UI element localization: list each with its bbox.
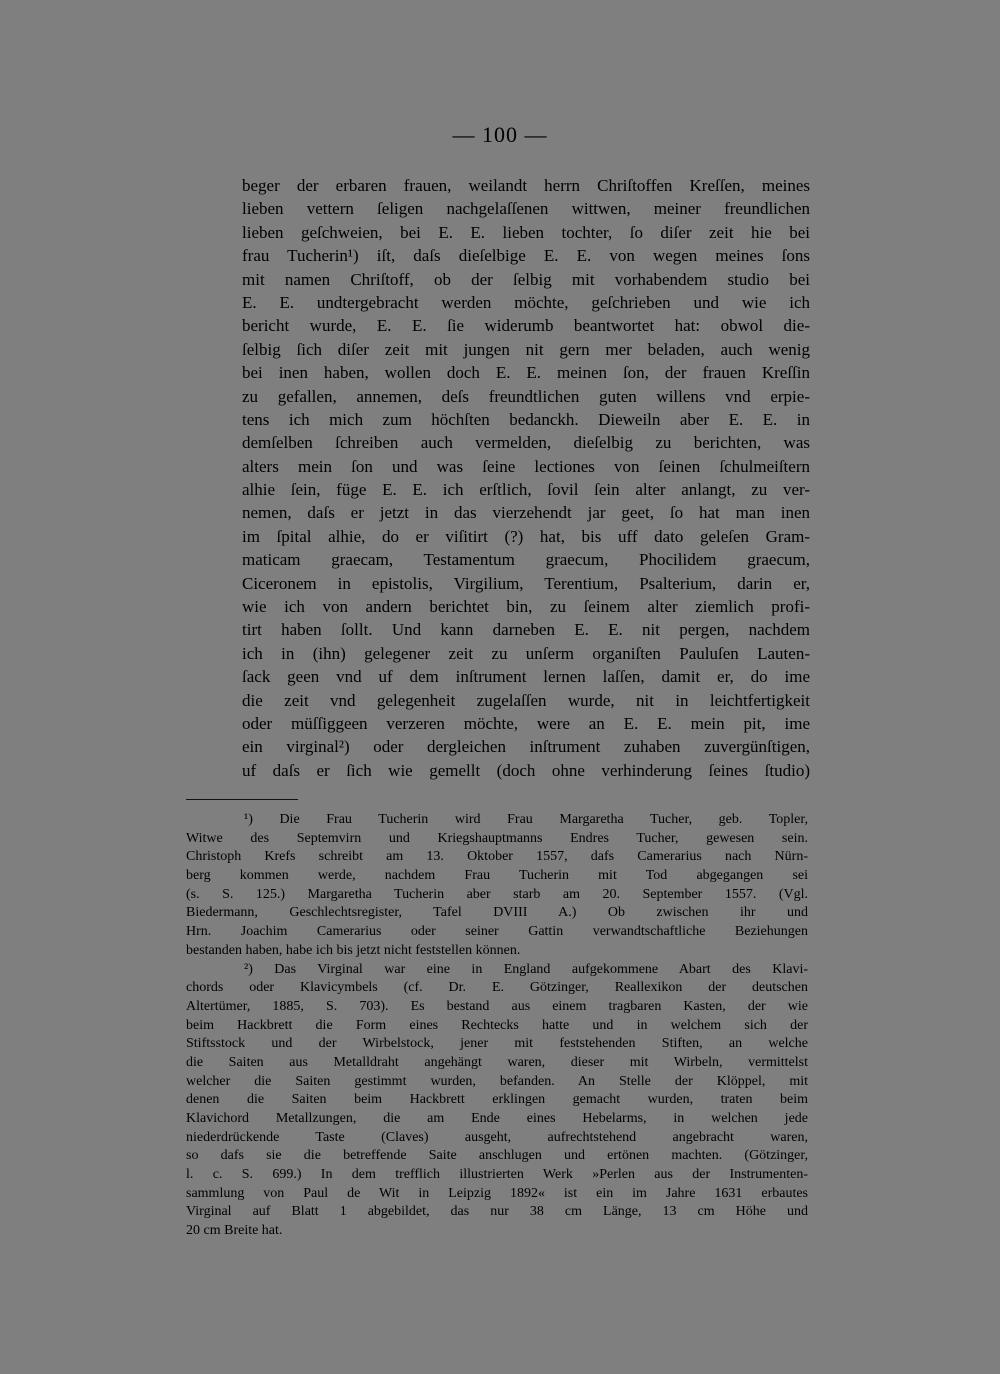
footnote-line: (s. S. 125.) Margaretha Tucherin aber starb am 20. September 1557. (Vgl. xyxy=(186,886,808,902)
text-line: lieben vettern ſeligen nachgelaſſenen wittwen, meiner freundlichen xyxy=(242,199,810,219)
text-line: zu gefallen, annemen, deſs freundtlichen guten willens vnd erpie- xyxy=(242,386,810,406)
text-line: ſack geen vnd uf dem inſtrument lernen laſſen, damit er, do ime xyxy=(242,667,810,687)
footnote-line: beim Hackbrett die Form eines Rechtecks hatte und in welchem sich der xyxy=(186,1017,808,1033)
footnote-line: Stiftsstock und der Wirbelstock, jener mit feststehenden Stiften, an welche xyxy=(186,1036,808,1052)
text-line: maticam graecam, Testamentum graecum, Phocilidem graecum, xyxy=(242,550,810,570)
footnotes-block xyxy=(186,811,808,1241)
footnote-line: niederdrückende Taste (Claves) ausgeht, aufrechtstehend angebracht waren, xyxy=(186,1129,808,1145)
footnote-line: ¹) Die Frau Tucherin wird Frau Margaretha Tucher, geb. Topler, xyxy=(244,812,808,827)
text-line: frau Tucherin¹) iſt, daſs dieſelbige E. E. von wegen meines ſons xyxy=(242,246,810,266)
text-line: die zeit vnd gelegenheit zugelaſſen wurde, nit in leichtfertigkeit xyxy=(242,690,810,710)
text-line: mit namen Chriſtoff, ob der ſelbig mit vorhabendem studio bei xyxy=(242,269,810,289)
footnote-line: ²) Das Virginal war eine in England aufgekommene Abart des Klavi- xyxy=(244,961,808,977)
text-line: beger der erbaren frauen, weilandt herrn Chriſtoffen Kreſſen, meines xyxy=(242,176,810,195)
text-line: ich in (ihn) gelegener zeit zu unſerm organiſten Pauluſen Lauten- xyxy=(242,643,810,663)
text-line: tens ich mich zum höchſten bedanckh. Dieweiln aber E. E. in xyxy=(242,409,810,429)
footnote-line: Hrn. Joachim Camerarius oder seiner Gattin verwandtschaftliche Beziehungen xyxy=(186,924,808,940)
text-line: demſelben ſchreiben auch vermelden, dieſelbig zu berichten, was xyxy=(242,433,810,453)
footnote-line: Virginal auf Blatt 1 abgebildet, das nur 38 cm Länge, 13 cm Höhe und xyxy=(186,1204,808,1220)
text-line: E. E. undtergebracht werden möchte, geſchrieben und wie ich xyxy=(242,292,810,312)
text-line: Ciceronem in epistolis, Virgilium, Terentium, Psalterium, darin er, xyxy=(242,573,810,593)
footnote-line: Klavichord Metallzungen, die am Ende eines Hebelarms, in welchen jede xyxy=(186,1111,808,1126)
footnote-line: chords oder Klavicymbels (cf. Dr. E. Götzinger, Reallexikon der deutschen xyxy=(186,980,808,996)
footnote-line: sammlung von Paul de Wit in Leipzig 1892« ist ein im Jahre 1631 erbautes xyxy=(186,1185,808,1201)
footnote-line: denen die Saiten beim Hackbrett erklingen gemacht wurden, traten beim xyxy=(186,1092,808,1108)
footnote-line: Witwe des Septemvirn und Kriegshauptmanns Endres Tucher, gewesen sein. xyxy=(186,830,808,846)
text-line: lieben geſchweien, bei E. E. lieben tochter, ſo diſer zeit hie bei xyxy=(242,222,810,242)
footnote-line: Christoph Krefs schreibt am 13. Oktober 1557, dafs Camerarius nach Nürn- xyxy=(186,849,808,865)
text-line: wie ich von andern berichtet bin, zu ſeinem alter ziemlich profi- xyxy=(242,597,810,617)
text-line: alters mein ſon und was ſeine lectiones von ſeinen ſchulmeiſtern xyxy=(242,456,810,476)
text-line: alhie ſein, füge E. E. ich erſtlich, ſovil ſein alter anlangt, zu ver- xyxy=(242,480,810,500)
text-line: ſelbig ſich diſer zeit mit jungen nit gern mer beladen, auch wenig xyxy=(242,339,810,359)
footnote-line: Biedermann, Geschlechtsregister, Tafel DVIII A.) Ob zwischen ihr und xyxy=(186,905,808,921)
footnote-1 xyxy=(186,811,808,961)
footnote-line: bestanden haben, habe ich bis jetzt nicht feststellen können. xyxy=(186,942,521,958)
page-number: — 100 — xyxy=(452,122,548,147)
footnote-line: die Saiten aus Metalldraht angehängt waren, dieser mit Wirbeln, vermittelst xyxy=(186,1054,808,1070)
footnote-line: berg kommen werde, nachdem Frau Tucherin mit Tod abgegangen sei xyxy=(186,868,808,884)
text-line: ein virginal²) oder dergleichen inſtrument zuhaben zuvergünſtigen, xyxy=(242,737,810,757)
text-line: bericht wurde, E. E. ſie widerumb beantwortet hat: obwol die- xyxy=(242,316,810,336)
footnote-line: Altertümer, 1885, S. 703). Es bestand aus einem tragbaren Kasten, der wie xyxy=(186,998,808,1014)
footnote-line: so dafs sie die betreffende Saite anschlugen und ertönen machten. (Götzinger, xyxy=(186,1148,808,1164)
footnote-2 xyxy=(186,961,808,1241)
footnote-line: 20 cm Breite hat. xyxy=(186,1223,283,1239)
text-line: im ſpital alhie, do er viſitirt (?) hat, bis uff dato geleſen Gram- xyxy=(242,526,810,546)
footnote-line: welcher die Saiten gestimmt wurden, befanden. An Stelle der Klöppel, mit xyxy=(186,1073,808,1089)
text-line: tirt haben ſollt. Und kann darneben E. E. nit pergen, nachdem xyxy=(242,620,810,640)
text-line: uf daſs er ſich wie gemellt (doch ohne verhinderung ſeines ſtudio) xyxy=(242,760,810,780)
main-text-block xyxy=(242,174,810,782)
text-line: bei inen haben, wollen doch E. E. meinen ſon, der frauen Kreſſin xyxy=(242,363,810,383)
footnote-line: l. c. S. 699.) In dem trefflich illustrierten Werk »Perlen aus der Instrumenten- xyxy=(186,1167,808,1183)
text-line: nemen, daſs er jetzt in das vierzehendt jar geet, ſo hat man inen xyxy=(242,503,810,523)
footnote-divider xyxy=(186,799,298,800)
text-line: oder müſſiggeen verzeren möchte, were an E. E. mein pit, ime xyxy=(242,713,810,733)
